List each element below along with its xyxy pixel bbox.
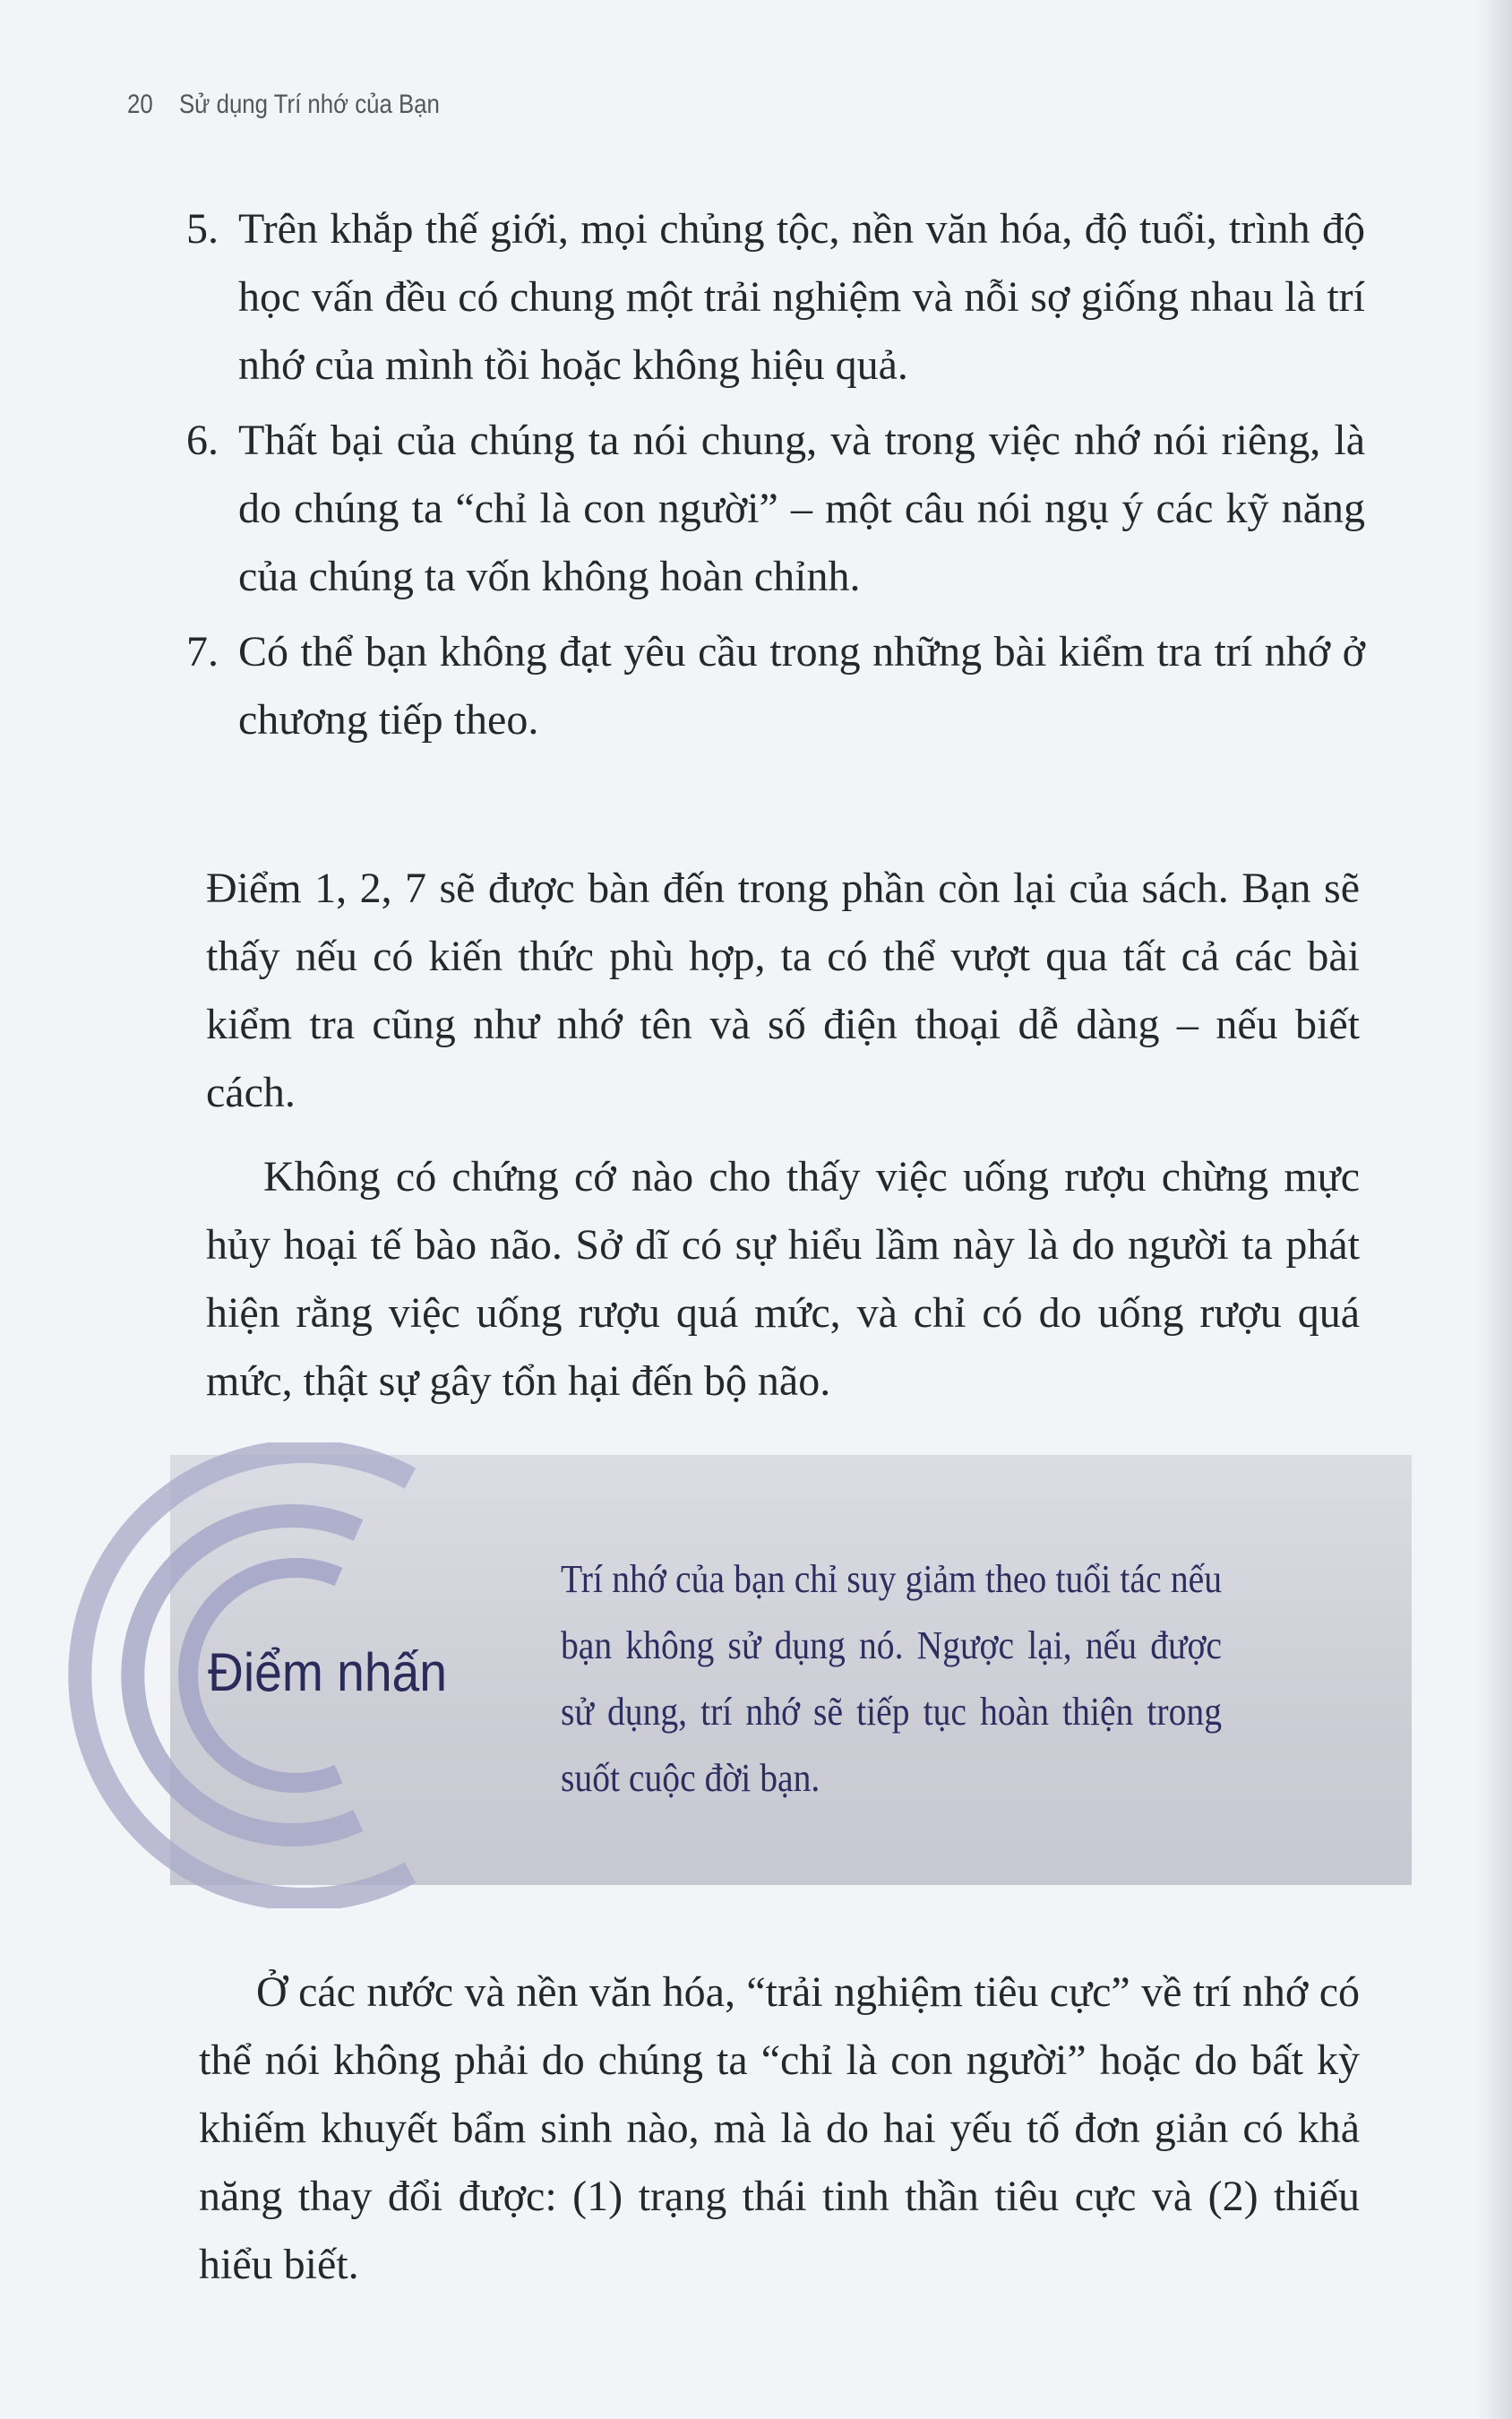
running-header [127, 90, 440, 120]
list-item [186, 407, 1365, 611]
list-item-text: Thất bại của chúng ta nói chung, và trong việc nhớ nói riêng, là do chúng ta “chỉ là con người” – một câu nói ngụ ý các kỹ năng của chúng ta vốn không hoàn chỉnh. [238, 417, 1365, 600]
callout-title: Điểm nhấn [208, 1642, 447, 1702]
paragraph-negative-experience: Ở các nước và nền văn hóa, “trải nghiệm tiêu cực” về trí nhớ có thể nói không phải do chúng ta “chỉ là con người” hoặc do bất kỳ khiếm khuyết bẩm sinh nào, mà là do hai yếu tố đơn giản có khả năng thay đổi được: (1) trạng thái tinh thần tiêu cực và (2) thiếu hiểu biết. [199, 1968, 1360, 2288]
callout-box [54, 1442, 1362, 1908]
paragraph-points-summary: Điểm 1, 2, 7 sẽ được bàn đến trong phần còn lại của sách. Bạn sẽ thấy nếu có kiến thức phù hợp, ta có thể vượt qua tất cả các bài kiểm tra cũng như nhớ tên và số điện thoại dễ dàng – nếu biết cách. [206, 865, 1360, 1116]
paragraph-alcohol: Không có chứng cớ nào cho thấy việc uống rượu chừng mực hủy hoại tế bào não. Sở dĩ có sự hiểu lầm này là do người ta phát hiện rằng việc uống rượu quá mức, và chỉ có do uống rượu quá mức, thật sự gây tổn hại đến bộ não. [206, 1153, 1360, 1405]
numbered-list [186, 195, 1365, 762]
list-marker: 6. [186, 417, 219, 464]
list-marker: 5. [186, 205, 219, 253]
list-item-text: Có thể bạn không đạt yêu cầu trong những bài kiểm tra trí nhớ ở chương tiếp theo. [238, 628, 1365, 744]
list-item [186, 195, 1365, 400]
callout-text: Trí nhớ của bạn chỉ suy giảm theo tuổi tác nếu bạn không sử dụng nó. Ngược lại, nếu được sử dụng, trí nhớ sẽ tiếp tục hoàn thiện trong suốt cuộc đời bạn. [561, 1557, 1222, 1800]
list-marker: 7. [186, 628, 219, 676]
list-item-text: Trên khắp thế giới, mọi chủng tộc, nền văn hóa, độ tuổi, trình độ học vấn đều có chung một trải nghiệm và nỗi sợ giống nhau là trí nhớ của mình tồi hoặc không hiệu quả. [238, 205, 1365, 389]
page-number: 20 [127, 90, 153, 119]
list-item [186, 618, 1365, 754]
running-title: Sử dụng Trí nhớ của Bạn [178, 90, 440, 119]
page-edge-shadow [1476, 0, 1512, 2419]
